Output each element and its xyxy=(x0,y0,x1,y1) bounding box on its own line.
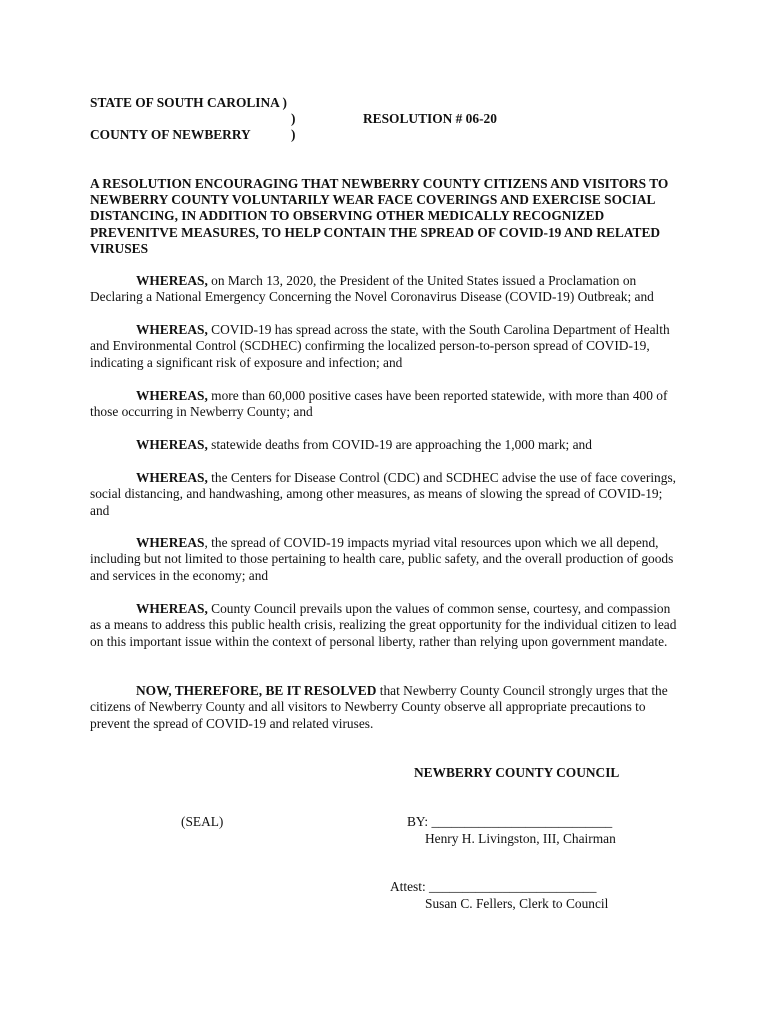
paragraph-whereas-4 xyxy=(90,437,682,453)
paragraph-text: statewide deaths from COVID-19 are approaching the 1,000 mark; and xyxy=(207,437,592,452)
paragraph-lead: WHEREAS, xyxy=(136,322,208,337)
paragraph-whereas-3 xyxy=(90,388,682,421)
paragraph-text: , the spread of COVID-19 impacts myriad vital resources upon which we all depend, including but not limited to those pertaining to health care, public safety, and the overall production of goods and services in the economy; and xyxy=(90,535,674,583)
paragraph-whereas-2 xyxy=(90,322,682,371)
paragraph-lead: WHEREAS xyxy=(136,535,205,550)
by-signature-line: BY: ___________________________ xyxy=(407,814,613,829)
paragraph-text: the Centers for Disease Control (CDC) and SCDHEC advise the use of face coverings, social distancing, and handwashing, among other measures, as means of slowing the spread of COVID-19; and xyxy=(90,470,677,518)
paren-bottom: ) xyxy=(291,127,296,142)
seal-label: (SEAL) xyxy=(181,814,224,829)
chairman-name: Henry H. Livingston, III, Chairman xyxy=(425,831,616,846)
paragraph-text: County Council prevails upon the values of common sense, courtesy, and compassion as a means to address this public health crisis, realizing the great opportunity for the individual citizen to lead on this important issue within the context of personal liberty, rather than relying upon government mandate. xyxy=(90,601,677,649)
clerk-name: Susan C. Fellers, Clerk to Council xyxy=(425,896,609,911)
county-line: COUNTY OF NEWBERRY xyxy=(90,127,251,142)
paragraph-whereas-1 xyxy=(90,273,682,306)
resolution-title: A RESOLUTION ENCOURAGING THAT NEWBERRY COUNTY CITIZENS AND VISITORS TO NEWBERRY COUNTY VOLUNTARILY WEAR FACE COVERINGS AND EXERCISE SOCIAL DISTANCING, IN ADDITION TO OBSERVING OTHER MEDICALLY RECOGNIZED PREVENITVE MEASURES, TO HELP CONTAIN THE SPREAD OF COVID-19 AND RELATED VIRUSES xyxy=(90,176,669,256)
state-line: STATE OF SOUTH CAROLINA ) xyxy=(90,95,287,110)
paragraph-whereas-5 xyxy=(90,470,682,519)
paragraph-text: more than 60,000 positive cases have been reported statewide, with more than 400 of those occurring in Newberry County; and xyxy=(90,388,668,420)
paragraph-lead: NOW, THEREFORE, BE IT RESOLVED xyxy=(136,683,377,698)
paren-mid: ) xyxy=(291,111,296,126)
paragraph-whereas-7 xyxy=(90,601,682,650)
attest-signature-line: Attest: _________________________ xyxy=(390,879,597,894)
paragraph-lead: WHEREAS, xyxy=(136,601,208,616)
paragraph-whereas-6 xyxy=(90,535,682,584)
paragraph-resolved xyxy=(90,683,682,732)
paragraph-text: COVID-19 has spread across the state, with the South Carolina Department of Health and Environmental Control (SCDHEC) confirming the localized person-to-person spread of COVID-19, indicating a significant risk of exposure and infection; and xyxy=(90,322,670,370)
paragraph-text: on March 13, 2020, the President of the United States issued a Proclamation on Declaring a National Emergency Concerning the Novel Coronavirus Disease (COVID-19) Outbreak; and xyxy=(90,273,654,305)
resolution-number: RESOLUTION # 06-20 xyxy=(363,111,497,126)
paragraph-lead: WHEREAS, xyxy=(136,470,208,485)
paragraph-lead: WHEREAS, xyxy=(136,388,208,403)
paragraph-text: that Newberry County Council strongly urges that the citizens of Newberry County and all visitors to Newberry County observe all appropriate precautions to prevent the spread of COVID-19 and related viruses. xyxy=(90,683,668,731)
paragraph-lead: WHEREAS, xyxy=(136,273,208,288)
council-name: NEWBERRY COUNTY COUNCIL xyxy=(414,765,620,780)
paragraph-lead: WHEREAS, xyxy=(136,437,208,452)
